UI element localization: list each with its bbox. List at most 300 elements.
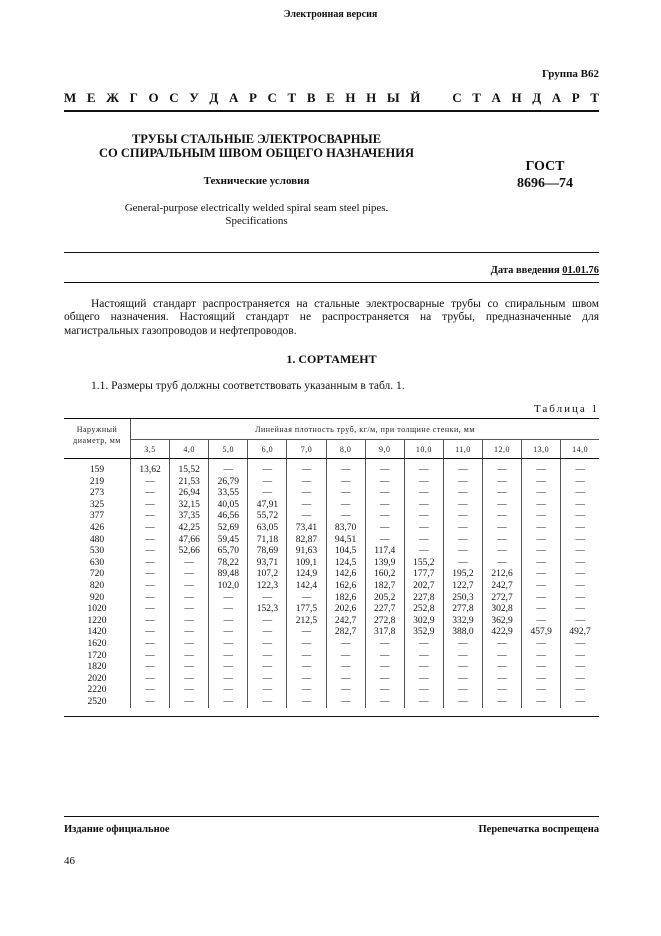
table-row: [64, 639, 599, 651]
density-cell: —: [287, 697, 326, 709]
density-cell: —: [561, 604, 599, 616]
density-cell: —: [287, 662, 326, 674]
density-cell: —: [170, 685, 209, 697]
density-cell: 139,9: [365, 558, 404, 570]
diameter-cell: 325: [64, 500, 131, 512]
density-cell: —: [482, 477, 521, 489]
density-cell: 155,2: [404, 558, 443, 570]
density-cell: —: [404, 651, 443, 663]
english-title-line-2: Specifications: [225, 215, 288, 227]
density-cell: —: [522, 459, 561, 477]
official-edition-note: Издание официальное: [64, 824, 170, 835]
density-cell: —: [404, 488, 443, 500]
density-cell: 15,52: [170, 459, 209, 477]
density-cell: —: [248, 459, 287, 477]
density-cell: —: [326, 477, 365, 489]
heading-letter: Г: [129, 90, 138, 105]
density-cell: —: [209, 651, 248, 663]
density-cell: —: [170, 593, 209, 605]
density-cell: —: [561, 459, 599, 477]
density-cell: 272,7: [482, 593, 521, 605]
diameter-cell: 530: [64, 546, 131, 558]
density-cell: —: [522, 546, 561, 558]
heading-letter: Т: [472, 90, 481, 105]
table-row: [64, 488, 599, 500]
density-cell: —: [248, 616, 287, 628]
heading-letter: Й: [410, 90, 421, 105]
density-cell: —: [561, 639, 599, 651]
density-cell: 212,6: [482, 569, 521, 581]
density-cell: —: [561, 558, 599, 570]
footer-rule: [64, 816, 599, 817]
density-cell: 89,48: [209, 569, 248, 581]
density-cell: 362,9: [482, 616, 521, 628]
density-cell: —: [561, 523, 599, 535]
heading-letter: Р: [571, 90, 580, 105]
density-cell: —: [326, 511, 365, 523]
density-cell: —: [404, 477, 443, 489]
density-cell: —: [287, 500, 326, 512]
heading-letter: О: [148, 90, 159, 105]
density-cell: —: [170, 697, 209, 709]
thickness-header-cell: 5,0: [209, 440, 248, 459]
table-row: [64, 477, 599, 489]
density-cell: —: [287, 674, 326, 686]
density-cell: 202,7: [404, 581, 443, 593]
density-cell: —: [404, 685, 443, 697]
density-cell: 152,3: [248, 604, 287, 616]
density-cell: —: [561, 581, 599, 593]
density-cell: 160,2: [365, 569, 404, 581]
density-cell: —: [131, 488, 170, 500]
top-rule: [64, 110, 599, 112]
table-row: [64, 662, 599, 674]
date-label: Дата введения: [490, 265, 560, 276]
density-cell: —: [170, 651, 209, 663]
diameter-cell: 820: [64, 581, 131, 593]
density-cell: —: [131, 477, 170, 489]
thickness-header-cell: 12,0: [482, 440, 521, 459]
density-cell: 59,45: [209, 535, 248, 547]
density-cell: —: [248, 674, 287, 686]
density-cell: 52,66: [170, 546, 209, 558]
thickness-header-cell: 7,0: [287, 440, 326, 459]
density-cell: —: [482, 546, 521, 558]
thickness-header-cell: 3,5: [131, 440, 170, 459]
density-cell: —: [443, 697, 482, 709]
heading-letter: С: [267, 90, 277, 105]
density-cell: —: [522, 639, 561, 651]
density-cell: —: [365, 477, 404, 489]
density-cell: —: [522, 685, 561, 697]
density-cell: —: [522, 488, 561, 500]
density-cell: —: [561, 488, 599, 500]
title-line-1: ТРУБЫ СТАЛЬНЫЕ ЭЛЕКТРОСВАРНЫЕ: [131, 132, 382, 146]
density-cell: —: [131, 639, 170, 651]
density-cell: 21,53: [170, 477, 209, 489]
density-cell: —: [131, 604, 170, 616]
heading-letter: Д: [209, 90, 219, 105]
density-cell: —: [248, 593, 287, 605]
density-cell: —: [287, 477, 326, 489]
diameter-cell: 1220: [64, 616, 131, 628]
table-row: [64, 651, 599, 663]
density-cell: —: [404, 459, 443, 477]
density-cell: 492,7: [561, 627, 599, 639]
table-row: [64, 523, 599, 535]
density-cell: —: [522, 662, 561, 674]
heading-letter: А: [551, 90, 562, 105]
density-cell: —: [522, 697, 561, 709]
density-cell: —: [326, 500, 365, 512]
diameter-cell: 1020: [64, 604, 131, 616]
diameter-cell: 630: [64, 558, 131, 570]
table-row: [64, 685, 599, 697]
density-cell: 94,51: [326, 535, 365, 547]
table-row: [64, 697, 599, 709]
thickness-header-row: [64, 440, 599, 459]
density-cell: —: [443, 477, 482, 489]
density-cell: —: [443, 500, 482, 512]
density-cell: —: [561, 593, 599, 605]
density-cell: 65,70: [209, 546, 248, 558]
density-cell: —: [326, 639, 365, 651]
density-cell: —: [209, 674, 248, 686]
density-cell: —: [170, 627, 209, 639]
density-cell: —: [404, 674, 443, 686]
density-cell: —: [522, 651, 561, 663]
density-cell: —: [131, 581, 170, 593]
table-row: [64, 593, 599, 605]
density-cell: 205,2: [365, 593, 404, 605]
density-cell: —: [443, 651, 482, 663]
heading-letter: М: [64, 90, 77, 105]
density-cell: —: [170, 616, 209, 628]
thickness-header-cell: 8,0: [326, 440, 365, 459]
density-cell: 78,69: [248, 546, 287, 558]
density-cell: —: [131, 662, 170, 674]
diameter-cell: 720: [64, 569, 131, 581]
density-cell: —: [209, 604, 248, 616]
density-cell: —: [209, 616, 248, 628]
density-cell: —: [482, 639, 521, 651]
density-cell: —: [561, 535, 599, 547]
reprint-prohibited-note: Перепечатка воспрещена: [478, 824, 599, 835]
density-cell: —: [209, 697, 248, 709]
density-cell: —: [404, 662, 443, 674]
density-cell: 33,55: [209, 488, 248, 500]
density-cell: —: [131, 616, 170, 628]
density-cell: —: [248, 488, 287, 500]
table-row: [64, 674, 599, 686]
density-cell: —: [522, 604, 561, 616]
density-cell: 46,56: [209, 511, 248, 523]
density-cell: —: [365, 662, 404, 674]
density-cell: —: [561, 477, 599, 489]
density-cell: —: [287, 651, 326, 663]
pipe-dimensions-table: [64, 419, 599, 708]
density-cell: —: [131, 685, 170, 697]
density-cell: —: [365, 535, 404, 547]
density-cell: —: [365, 697, 404, 709]
table-body: [64, 459, 599, 709]
diameter-cell: 273: [64, 488, 131, 500]
heading-letter: Р: [248, 90, 257, 105]
density-cell: 47,91: [248, 500, 287, 512]
density-cell: —: [404, 546, 443, 558]
density-cell: 104,5: [326, 546, 365, 558]
heading-letter: Д: [532, 90, 542, 105]
density-cell: —: [522, 593, 561, 605]
density-cell: —: [248, 477, 287, 489]
date-rule: [64, 282, 599, 283]
density-cell: —: [482, 535, 521, 547]
table-bottom-rule: [64, 716, 599, 717]
density-cell: 317,8: [365, 627, 404, 639]
density-cell: —: [561, 685, 599, 697]
table-row: [64, 500, 599, 512]
density-cell: 182,6: [326, 593, 365, 605]
effective-date: [491, 265, 599, 276]
density-cell: 91,63: [287, 546, 326, 558]
density-cell: 102,0: [209, 581, 248, 593]
density-cell: 282,7: [326, 627, 365, 639]
density-cell: 13,62: [131, 459, 170, 477]
density-cell: —: [365, 500, 404, 512]
table-row: [64, 616, 599, 628]
density-cell: 124,5: [326, 558, 365, 570]
density-cell: 242,7: [482, 581, 521, 593]
density-cell: 212,5: [287, 616, 326, 628]
density-cell: 302,9: [404, 616, 443, 628]
diameter-cell: 426: [64, 523, 131, 535]
density-cell: —: [522, 500, 561, 512]
density-cell: —: [287, 627, 326, 639]
density-cell: —: [131, 593, 170, 605]
density-cell: —: [209, 639, 248, 651]
density-cell: 26,94: [170, 488, 209, 500]
table-row: [64, 604, 599, 616]
density-cell: 83,70: [326, 523, 365, 535]
density-cell: —: [248, 651, 287, 663]
density-cell: 93,71: [248, 558, 287, 570]
table-row: [64, 558, 599, 570]
density-cell: 142,4: [287, 581, 326, 593]
thickness-header-cell: 13,0: [522, 440, 561, 459]
density-cell: 162,6: [326, 581, 365, 593]
density-cell: —: [561, 546, 599, 558]
density-cell: —: [170, 581, 209, 593]
diameter-cell: 480: [64, 535, 131, 547]
density-cell: 47,66: [170, 535, 209, 547]
density-cell: 142,6: [326, 569, 365, 581]
density-cell: —: [482, 459, 521, 477]
density-cell: —: [131, 511, 170, 523]
density-cell: 252,8: [404, 604, 443, 616]
density-cell: 63,05: [248, 523, 287, 535]
density-cell: —: [287, 593, 326, 605]
density-cell: —: [443, 558, 482, 570]
title-rule: [64, 252, 599, 253]
density-cell: 32,15: [170, 500, 209, 512]
density-cell: —: [561, 511, 599, 523]
density-cell: —: [287, 488, 326, 500]
density-cell: 457,9: [522, 627, 561, 639]
density-cell: —: [443, 511, 482, 523]
density-cell: —: [561, 674, 599, 686]
density-cell: —: [482, 511, 521, 523]
density-cell: —: [365, 651, 404, 663]
density-cell: —: [209, 459, 248, 477]
density-cell: —: [170, 639, 209, 651]
density-cell: —: [248, 685, 287, 697]
density-cell: 71,18: [248, 535, 287, 547]
diameter-cell: 1720: [64, 651, 131, 663]
table-row: [64, 627, 599, 639]
density-cell: —: [326, 674, 365, 686]
density-cell: —: [287, 511, 326, 523]
table-row: [64, 546, 599, 558]
clause-1-1: 1.1. Размеры труб должны соответствовать указанным в табл. 1.: [91, 380, 405, 392]
density-cell: —: [482, 651, 521, 663]
interstate-standard-heading: [64, 90, 599, 106]
density-cell: —: [443, 639, 482, 651]
thickness-header-cell: 6,0: [248, 440, 287, 459]
heading-letter: Н: [511, 90, 522, 105]
density-cell: —: [522, 558, 561, 570]
diameter-header: Наружный диаметр, мм: [64, 419, 131, 459]
gost-number: 8696—74: [517, 176, 573, 191]
heading-letter: С: [452, 90, 462, 105]
diameter-cell: 1420: [64, 627, 131, 639]
density-cell: —: [326, 662, 365, 674]
density-cell: —: [365, 459, 404, 477]
density-cell: —: [443, 685, 482, 697]
group-code: Группа В62: [541, 68, 599, 80]
density-cell: —: [482, 697, 521, 709]
density-cell: 40,05: [209, 500, 248, 512]
electronic-version-label: Электронная версия: [283, 9, 378, 20]
density-cell: —: [522, 674, 561, 686]
heading-letter: Ж: [106, 90, 120, 105]
gost-label: ГОСТ: [525, 159, 565, 174]
thickness-header-cell: 14,0: [561, 440, 599, 459]
density-cell: 195,2: [443, 569, 482, 581]
density-cell: 227,7: [365, 604, 404, 616]
density-cell: —: [131, 523, 170, 535]
density-cell: —: [365, 685, 404, 697]
linear-density-header: Линейная плотность труб, кг/м, при толщине стенки, мм: [131, 419, 600, 440]
heading-letter: Т: [287, 90, 297, 105]
heading-letter: Е: [86, 90, 96, 105]
density-cell: 332,9: [443, 616, 482, 628]
diameter-cell: 159: [64, 459, 131, 477]
density-cell: —: [404, 523, 443, 535]
thickness-header-cell: 11,0: [443, 440, 482, 459]
density-cell: —: [326, 488, 365, 500]
density-cell: —: [131, 697, 170, 709]
density-cell: —: [522, 616, 561, 628]
heading-letter: Е: [326, 90, 335, 105]
density-cell: —: [248, 697, 287, 709]
density-cell: —: [561, 500, 599, 512]
table-row: [64, 535, 599, 547]
density-cell: 122,7: [443, 581, 482, 593]
density-cell: 352,9: [404, 627, 443, 639]
density-cell: —: [209, 627, 248, 639]
density-cell: —: [404, 639, 443, 651]
density-cell: —: [209, 685, 248, 697]
density-cell: 422,9: [482, 627, 521, 639]
diameter-cell: 1820: [64, 662, 131, 674]
heading-letter: В: [306, 90, 316, 105]
density-cell: —: [522, 569, 561, 581]
density-cell: 202,6: [326, 604, 365, 616]
diameter-cell: 2220: [64, 685, 131, 697]
density-cell: —: [287, 639, 326, 651]
table-row: [64, 459, 599, 477]
section-title: 1. СОРТАМЕНТ: [286, 352, 377, 366]
density-cell: 26,79: [209, 477, 248, 489]
density-cell: —: [404, 511, 443, 523]
density-cell: —: [365, 511, 404, 523]
diameter-cell: 1620: [64, 639, 131, 651]
density-cell: 272,8: [365, 616, 404, 628]
date-value: 01.01.76: [562, 265, 599, 276]
page-number: 46: [64, 855, 75, 867]
density-cell: —: [482, 662, 521, 674]
density-cell: 37,35: [170, 511, 209, 523]
density-cell: —: [561, 651, 599, 663]
density-cell: 277,8: [443, 604, 482, 616]
table-row: [64, 569, 599, 581]
density-cell: —: [404, 697, 443, 709]
density-cell: —: [287, 685, 326, 697]
heading-letter: С: [169, 90, 179, 105]
density-cell: —: [482, 685, 521, 697]
heading-letter: Н: [366, 90, 377, 105]
table-row: [64, 511, 599, 523]
heading-letter: Ы: [386, 90, 400, 105]
density-cell: —: [326, 697, 365, 709]
heading-letter: Н: [345, 90, 356, 105]
thickness-header-cell: 9,0: [365, 440, 404, 459]
density-cell: 177,5: [287, 604, 326, 616]
density-cell: 73,41: [287, 523, 326, 535]
density-cell: —: [131, 558, 170, 570]
density-cell: 122,3: [248, 581, 287, 593]
density-cell: —: [365, 639, 404, 651]
density-cell: 388,0: [443, 627, 482, 639]
density-cell: 82,87: [287, 535, 326, 547]
density-cell: —: [443, 523, 482, 535]
density-cell: —: [131, 651, 170, 663]
density-cell: —: [170, 604, 209, 616]
diameter-cell: 2520: [64, 697, 131, 709]
density-cell: —: [404, 535, 443, 547]
density-cell: —: [131, 627, 170, 639]
density-cell: —: [170, 558, 209, 570]
gost-designation: [490, 158, 600, 192]
document-title: [64, 132, 449, 160]
heading-letter: А: [491, 90, 501, 105]
density-cell: —: [248, 662, 287, 674]
density-cell: 109,1: [287, 558, 326, 570]
density-cell: —: [482, 500, 521, 512]
thickness-header-cell: 4,0: [170, 440, 209, 459]
density-cell: —: [522, 477, 561, 489]
density-cell: —: [443, 535, 482, 547]
